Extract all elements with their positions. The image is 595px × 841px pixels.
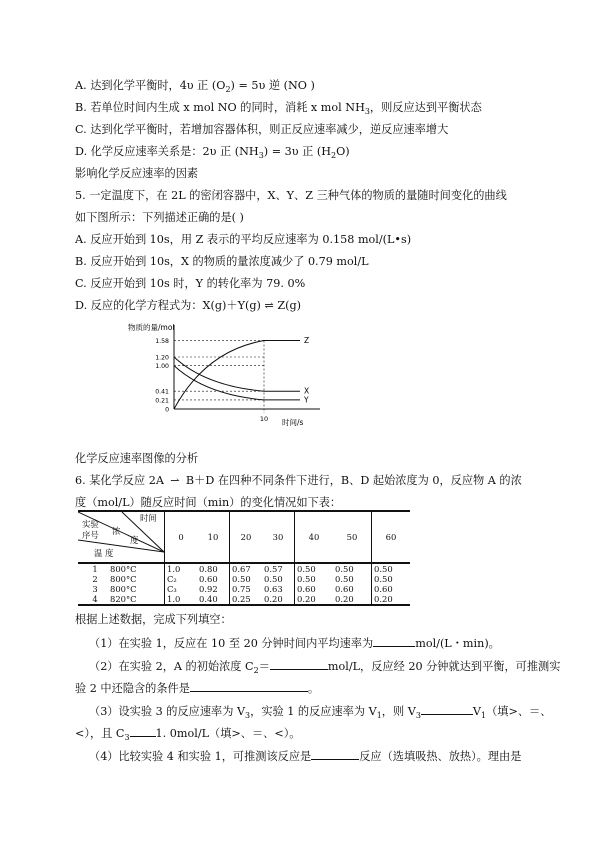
row-label-cell [78,594,165,605]
table-row [78,594,410,605]
q5-stem-line2: 如下图所示：下列描述正确的是( ) [75,211,244,224]
concentration-cell: C₃ [165,584,198,594]
concentration-table [78,510,410,606]
q6-stem-line2: 度（mol/L）随反应时间（min）的变化情况如下表： [75,496,342,509]
y-tick-label: 0.21 [155,397,169,405]
table-row [78,584,410,594]
experiment-number: 1 [92,564,98,574]
temperature: 820°C [110,594,137,604]
concentration-cell: 0.60 [295,584,334,594]
corner-label-temp: 温 度 [94,548,114,558]
reaction-arrow-icon: ⇀ [170,474,180,487]
q5-option-c: C. 反应开始到 10s 时，Y 的转化率为 79. 0% [75,277,306,290]
y-tick-label: 1.20 [155,354,169,362]
instruction-line: 根据上述数据，完成下列填空： [75,613,232,626]
section-heading-graph-analysis: 化学反应速率图像的分析 [75,452,199,465]
table-header-row [78,511,410,563]
answer-blank-3a[interactable] [421,703,473,715]
concentration-cell: 0.50 [372,574,411,584]
temperature: 800°C [110,584,137,594]
time-header: 10 [197,511,230,563]
sub-question-3a: （3）设实验 3 的反应速率为 $V_3$，实验 1 的反应速率为 $V_1$，则 $V_3$ $V_1$（填>、＝、 [89,705,552,721]
q6-stem-line1: 6. 某化学反应 2A ⇀ B＋D 在四种不同条件下进行，B、D 起始浓度为 0，反应物 A 的浓 [75,474,522,487]
concentration-cell: 0.50 [264,574,283,584]
q4-option-c: C. 达到化学平衡时，若增加容器体积，则正反应速率减少，逆反应速率增大 [75,123,449,136]
y-tick-label: 1.00 [155,363,169,371]
amount-vs-time-chart [122,321,352,436]
q4-option-b: B. 若单位时间内生成 x mol NO 的同时，消耗 x mol $NH_3$，则反应达到平衡状态 [75,101,482,117]
concentration-cell: 0.75 [230,584,263,594]
y-axis-label: 物质的量/mol [128,323,175,332]
experiment-number: 3 [92,584,98,594]
corner-label-exp1: 实验 [82,519,99,529]
table-row [78,563,410,574]
q4-option-d: D. 化学反应速率关系是：2υ 正 $(NH_3) = 3\upsilon$ 正 $(H_2O)$ [75,145,350,161]
q4-option-a: A. 达到化学平衡时，4υ 正 $(O_2) = 5\upsilon$ 逆 (NO ) [75,79,315,95]
row-label-cell [78,574,165,584]
answer-blank-2b[interactable] [190,680,308,692]
q5-stem-line1: 5. 一定温度下，在 2L 的密闭容器中，X、Y、Z 三种气体的物质的量随时间变化的曲线 [75,189,507,202]
time-header: 40 [295,511,334,563]
temperature: 800°C [110,574,137,584]
concentration-cell: C₂ [165,574,198,584]
concentration-cell: 0.50 [333,563,372,574]
experiment-number: 4 [92,594,98,604]
row-label-cell [78,563,165,574]
x-axis-label: 时间/s [282,418,304,427]
series-line-X [174,357,300,391]
concentration-cell: 0.57 [262,563,295,574]
time-header: 0 [165,511,198,563]
concentration-cell: 0.60 [199,574,218,584]
series-label-X: X [304,386,310,396]
concentration-cell: 0.60 [335,584,354,594]
y-tick-label: 0.41 [155,388,169,396]
q5-option-b: B. 反应开始到 10s，X 的物质的量浓度减少了 0.79 mol/L [75,255,369,268]
corner-label-conc2: 度 [130,535,139,545]
time-header: 20 [230,511,263,563]
experiment-number: 2 [92,574,98,584]
y-tick-label: 0 [165,406,169,414]
concentration-cell: 0.50 [295,563,334,574]
time-header: 50 [333,511,372,563]
concentration-cell: 1.0 [165,594,198,605]
sub-question-2a: （2）在实验 2，A 的初始浓度 $C_2= mol/L$，反应经 20 分钟就达到平衡，可推测实 [89,660,561,676]
table-corner-cell [78,511,165,563]
concentration-cell: 1.0 [165,563,198,574]
table-row [78,574,410,584]
answer-blank-2a[interactable] [270,658,328,670]
section-heading-factors: 影响化学反应速率的因素 [75,167,199,180]
concentration-cell: 0.50 [230,574,263,584]
answer-blank-1[interactable] [373,635,415,647]
sub-question-2b: 验 2 中还隐含的条件是 。 [75,682,320,695]
concentration-cell: 0.20 [372,594,411,605]
row-label-cell [78,584,165,594]
concentration-cell: 0.60 [372,584,411,594]
series-label-Z: Z [304,336,310,346]
concentration-cell: 0.80 [197,563,230,574]
concentration-cell: 0.20 [333,594,372,605]
corner-label-conc1: 浓 [112,526,121,536]
y-tick-label: 1.58 [155,338,169,346]
answer-blank-4[interactable] [311,748,359,760]
concentration-cell: 0.20 [262,594,295,605]
concentration-cell: 0.20 [295,594,334,605]
concentration-cell: 0.67 [230,563,263,574]
corner-label-time: 时间 [140,513,157,523]
concentration-cell: 0.50 [372,563,411,574]
sub-question-4: （4）比较实验 4 和实验 1，可推测该反应是 反应（选填吸热、放热）。理由是 [89,750,522,763]
concentration-cell: 0.50 [335,574,354,584]
time-header: 30 [262,511,295,563]
series-line-Z [174,341,300,409]
time-header: 60 [372,511,411,563]
concentration-cell: 0.92 [199,584,218,594]
concentration-cell: 0.63 [264,584,283,594]
series-label-Y: Y [304,395,309,405]
concentration-cell: 0.50 [295,574,334,584]
q5-option-d: D. 反应的化学方程式为：X(g)＋Y(g) ⇌ Z(g) [75,299,302,312]
sub-question-3b: <），且 $C_3$ 1. 0mol/L（填>、＝、<）。 [75,727,301,743]
q5-option-a: A. 反应开始到 10s，用 Z 表示的平均反应速率为 0.158 mol/(L•s) [75,233,412,246]
corner-label-exp2: 序号 [82,530,99,540]
concentration-cell: 0.40 [197,594,230,605]
temperature: 800°C [110,564,137,574]
concentration-cell: 0.25 [230,594,263,605]
sub-question-1: （1）在实验 1，反应在 10 至 20 分钟时间内平均速率为 mol/(L・min)。 [89,637,500,650]
x-tick-label: 10 [259,415,269,423]
answer-blank-3b[interactable] [130,725,156,737]
